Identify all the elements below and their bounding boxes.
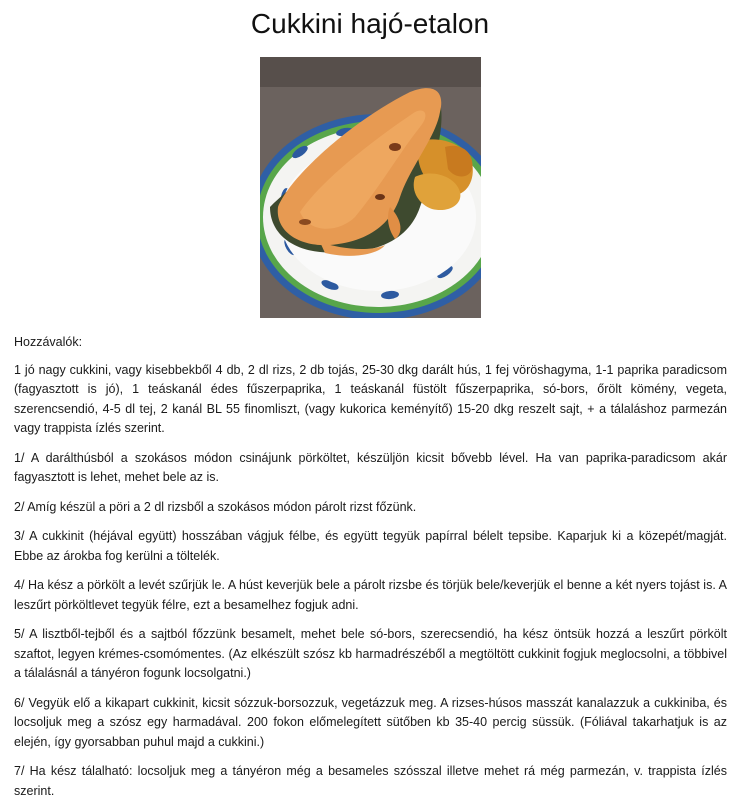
page-title: Cukkini hajó-etalon [250,8,490,39]
step-6: 6/ Vegyük elő a kikapart cukkinit, kicsit sózzuk-borsozzuk, vegetázzuk meg. A rizses-húsos masszát kanalazzuk a cukkiniba, és locsoljuk meg a szósz egy harmadával. 200 fokon előmelegített sütőben kb 35-40 percig süssük. (Fóliával takarhatjuk is az elején, így gyorsabban puhul majd a cukkini.) [14,695,727,749]
ingredients-heading: Hozzávalók: [14,335,83,349]
step-7: 7/ Ha kész tálalható: locsoljuk meg a tányéron még a besameles szósszal illetve mehet rá még parmezán, v. trappista ízlés szerint. [14,764,727,798]
ingredients-list: 1 jó nagy cukkini, vagy kisebbekből 4 db, 2 dl rizs, 2 db tojás, 25-30 dkg darált hús, 1 fej vöröshagyma, 1-1 paprika paradicsom (fagyasztott is jó), 1 teáskanál édes fűszerpaprika, 1 teáskanál füstölt fűszerpaprika, só-bors, őrölt kömény, vegeta, szerencsendió, 4-5 dl tej, 2 kanál BL 55 finomliszt, (vagy kukorica keményítő) 15-20 dkg reszelt sajt, + a tálaláshoz parmezán vagy trappista ízlés szerint. [14,362,727,435]
recipe-photo-illustration [260,57,481,318]
step-2: 2/ Amíg készül a pöri a 2 dl rizsből a szokásos módon párolt rizst főzünk. [14,499,417,514]
step-1: 1/ A darálthúsból a szokásos módon csinájunk pörköltet, készüljön kicsit bővebb lével. Ha van paprika-paradicsom akár fagyasztott is lehet, mehet bele az is. [14,450,727,484]
step-5: 5/ A lisztből-tejből és a sajtból főzzünk besamelt, mehet bele só-bors, szerecsendió, ha kész öntsük hozzá a leszűrt pörkölt szaftot, legyen krémes-csomómentes. (Az elkészült szósz kb harmadrészéből a megtöltött cukkinit fogjuk meglocsolni, a többivel a tálalásnál a tányéron fogunk locsolgatni.) [14,627,727,680]
recipe-photo [260,57,481,318]
step-3: 3/ A cukkinit (héjával együtt) hosszában vágjuk félbe, és együtt tegyük papírral bélelt tepsibe. Kaparjuk ki a közepét/magját. Ebbe az árokba fog kerülni a töltelék. [14,529,727,563]
step-4: 4/ Ha kész a pörkölt a levét szűrjük le. A húst keverjük bele a párolt rizsbe és törjük bele/keverjük el benne a két nyers tojást is. A leszűrt pörköltlevet tegyük félre, ezt a besamelhez fogjuk adni. [14,578,727,612]
recipe-body [14,333,727,811]
